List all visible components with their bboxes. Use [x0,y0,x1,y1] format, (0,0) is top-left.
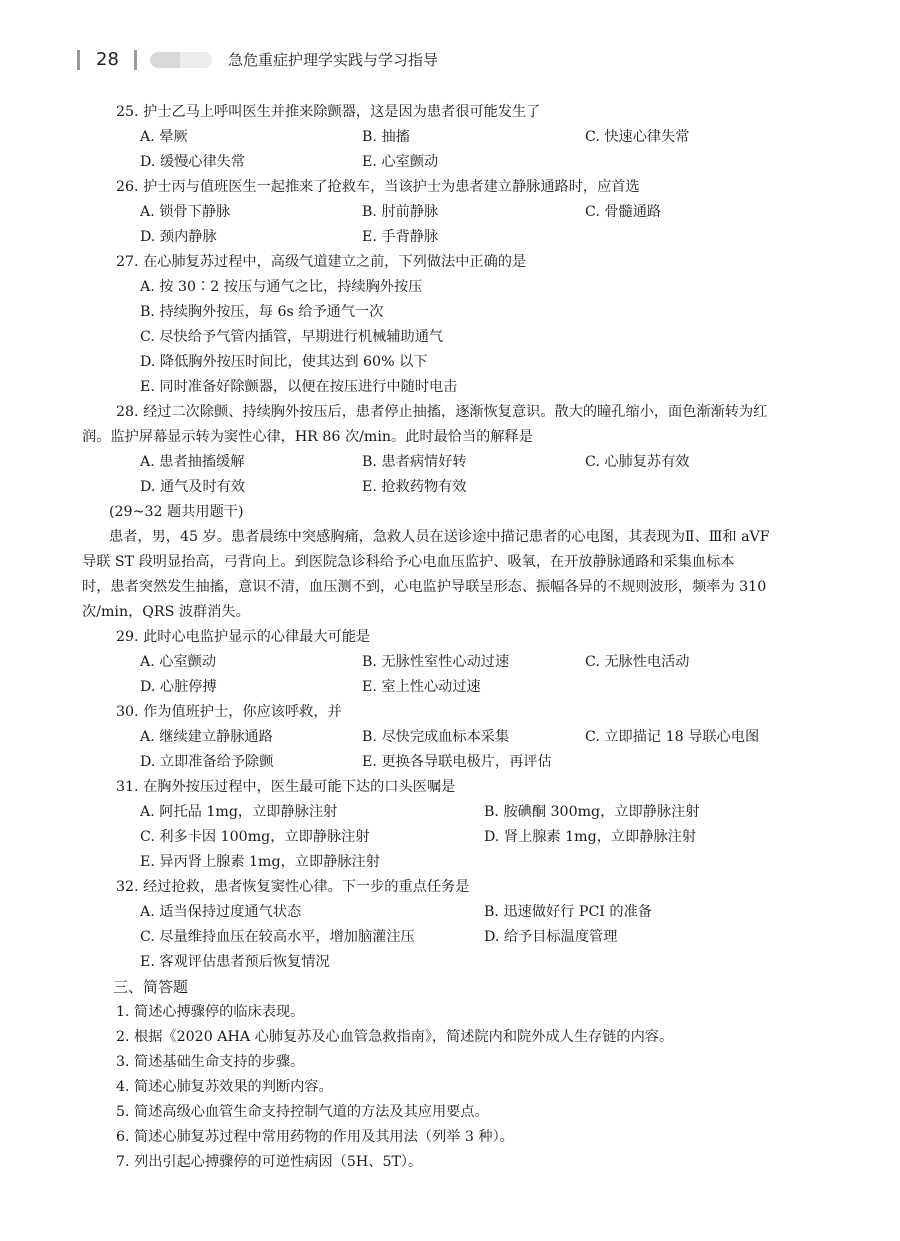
option-d: D. 立即准备给予除颤 [140,754,274,770]
case-text: 时，患者突然发生抽搐，意识不清，血压测不到，心电监护导联呈形态、振幅各异的不规则波形，频率为 310 [82,579,767,595]
options-row [0,650,900,675]
option-c: C. 无脉性电活动 [585,654,690,670]
option-b: B. 胺碘酮 300mg，立即静脉注射 [484,804,700,820]
short-answer-text: 6. 简述心肺复苏过程中常用药物的作用及其用法（列举 3 种）。 [116,1129,514,1145]
short-answer-item [0,1150,900,1175]
short-answer-text: 5. 简述高级心血管生命支持控制气道的方法及其应用要点。 [116,1104,489,1120]
options-row [0,150,900,175]
option-a: A. 锁骨下静脉 [140,204,231,220]
question-27 [0,250,900,275]
question-25 [0,100,900,125]
page-header [0,48,900,72]
section-heading: 三、简答题 [113,978,189,996]
option-a: A. 患者抽搐缓解 [140,454,245,470]
options-row [0,200,900,225]
question-stem: 25. 护士乙马上呼叫医生并推来除颤器，这是因为患者很可能发生了 [116,104,541,120]
page-content [0,100,900,1175]
options-row [0,225,900,250]
options-row [0,675,900,700]
short-answer-item [0,1025,900,1050]
question-stem: 29. 此时心电监护显示的心律最大可能是 [116,629,371,645]
option-e: E. 客观评估患者预后恢复情况 [140,954,330,970]
option-d: D. 肾上腺素 1mg，立即静脉注射 [484,829,697,845]
question-32 [0,875,900,900]
short-answer-item [0,1050,900,1075]
short-answer-text: 7. 列出引起心搏骤停的可逆性病因（5H、5T）。 [116,1154,423,1170]
options-row [0,750,900,775]
question-30 [0,700,900,725]
case-text-line [0,525,900,550]
option-e: E. 心室颤动 [362,154,439,170]
option-e: E. 室上性心动过速 [362,679,481,695]
options-row [0,950,900,975]
question-stem-continuation: 润。监护屏幕显示转为窦性心律，HR 86 次/min。此时最恰当的解释是 [82,429,533,445]
short-answer-text: 2. 根据《2020 AHA 心肺复苏及心血管急救指南》，简述院内和院外成人生存链的内容。 [116,1029,674,1045]
option-a: A. 继续建立静脉通路 [140,729,273,745]
option-d: D. 降低胸外按压时间比，使其达到 60% 以下 [140,354,428,370]
option-a: A. 晕厥 [140,129,188,145]
option-c: C. 尽量维持血压在较高水平，增加脑灌注压 [140,929,415,945]
option-c: C. 尽快给予气管内插管，早期进行机械辅助通气 [140,329,444,345]
question-stem: 31. 在胸外按压过程中，医生最可能下达的口头医嘱是 [116,779,456,795]
option-b: B. 患者病情好转 [362,454,467,470]
short-answer-text: 4. 简述心肺复苏效果的判断内容。 [116,1079,333,1095]
case-text-line [0,600,900,625]
case-text: 导联 ST 段明显抬高，弓背向上。到医院急诊科给予心电血压监护、吸氧，在开放静脉通路和采集血标本 [82,554,735,570]
options-row [0,850,900,875]
option-e: E. 同时准备好除颤器，以便在按压进行中随时电击 [140,379,458,395]
question-stem: 26. 护士丙与值班医生一起推来了抢救车，当该护士为患者建立静脉通路时，应首选 [116,179,640,195]
option-b: B. 迅速做好行 PCI 的准备 [484,904,652,920]
option-a: A. 阿托品 1mg，立即静脉注射 [140,804,338,820]
option-c: C. 快速心律失常 [585,129,690,145]
question-stem: 30. 作为值班护士，你应该呼救，并 [116,704,342,720]
header-pill-decoration [150,52,212,68]
question-26 [0,175,900,200]
short-answer-item [0,1075,900,1100]
option-c: C. 立即描记 18 导联心电图 [585,729,760,745]
question-29 [0,625,900,650]
question-31 [0,775,900,800]
option-a: A. 心室颤动 [140,654,217,670]
case-text-line [0,550,900,575]
option-d: D. 通气及时有效 [140,479,246,495]
case-text: 患者，男，45 岁。患者晨练中突感胸痛，急救人员在送诊途中描记患者的心电图，其表现为Ⅱ、Ⅲ和 aVF [109,529,770,545]
option-b: B. 持续胸外按压，每 6s 给予通气一次 [140,304,384,320]
option-a: A. 按 30∶2 按压与通气之比，持续胸外按压 [140,279,423,295]
case-text-line [0,575,900,600]
option-row [0,300,900,325]
section-heading-row [0,975,900,1000]
options-row [0,725,900,750]
options-row [0,125,900,150]
option-e: E. 更换各导联电极片，再评估 [362,754,552,770]
option-b: B. 无脉性室性心动过速 [362,654,510,670]
option-c: C. 心肺复苏有效 [585,454,690,470]
short-answer-text: 1. 简述心搏骤停的临床表现。 [116,1004,305,1020]
option-row [0,325,900,350]
option-b: B. 肘前静脉 [362,204,439,220]
short-answer-item [0,1000,900,1025]
short-answer-item [0,1100,900,1125]
options-row [0,925,900,950]
page-number: 28 [96,49,119,70]
case-text: 次/min，QRS 波群消失。 [82,604,250,620]
options-row [0,825,900,850]
option-d: D. 心脏停搏 [140,679,217,695]
case-label: (29~32 题共用题干) [109,504,244,520]
options-row [0,900,900,925]
option-row [0,375,900,400]
option-e: E. 异丙肾上腺素 1mg，立即静脉注射 [140,854,380,870]
option-row [0,275,900,300]
question-28-cont [0,425,900,450]
question-stem: 28. 经过二次除颤、持续胸外按压后，患者停止抽搐，逐渐恢复意识。散大的瞳孔缩小，面色渐渐转为红 [116,404,768,420]
option-b: B. 抽搐 [362,129,410,145]
header-bar-left [77,50,80,70]
option-row [0,350,900,375]
option-e: E. 手背静脉 [362,229,439,245]
case-group-label [0,500,900,525]
question-stem: 27. 在心肺复苏过程中，高级气道建立之前，下列做法中正确的是 [116,254,527,270]
short-answer-item [0,1125,900,1150]
option-c: C. 利多卡因 100mg，立即静脉注射 [140,829,370,845]
options-row [0,800,900,825]
header-bar-divider [134,50,137,70]
option-d: D. 缓慢心律失常 [140,154,246,170]
option-c: C. 骨髓通路 [585,204,662,220]
question-stem: 32. 经过抢救，患者恢复窦性心律。下一步的重点任务是 [116,879,470,895]
book-title: 急危重症护理学实践与学习指导 [228,51,439,69]
option-a: A. 适当保持过度通气状态 [140,904,302,920]
option-d: D. 颈内静脉 [140,229,217,245]
option-e: E. 抢救药物有效 [362,479,467,495]
short-answer-text: 3. 简述基础生命支持的步骤。 [116,1054,305,1070]
option-b: B. 尽快完成血标本采集 [362,729,510,745]
options-row [0,475,900,500]
options-row [0,450,900,475]
question-28 [0,400,900,425]
option-d: D. 给予目标温度管理 [484,929,618,945]
